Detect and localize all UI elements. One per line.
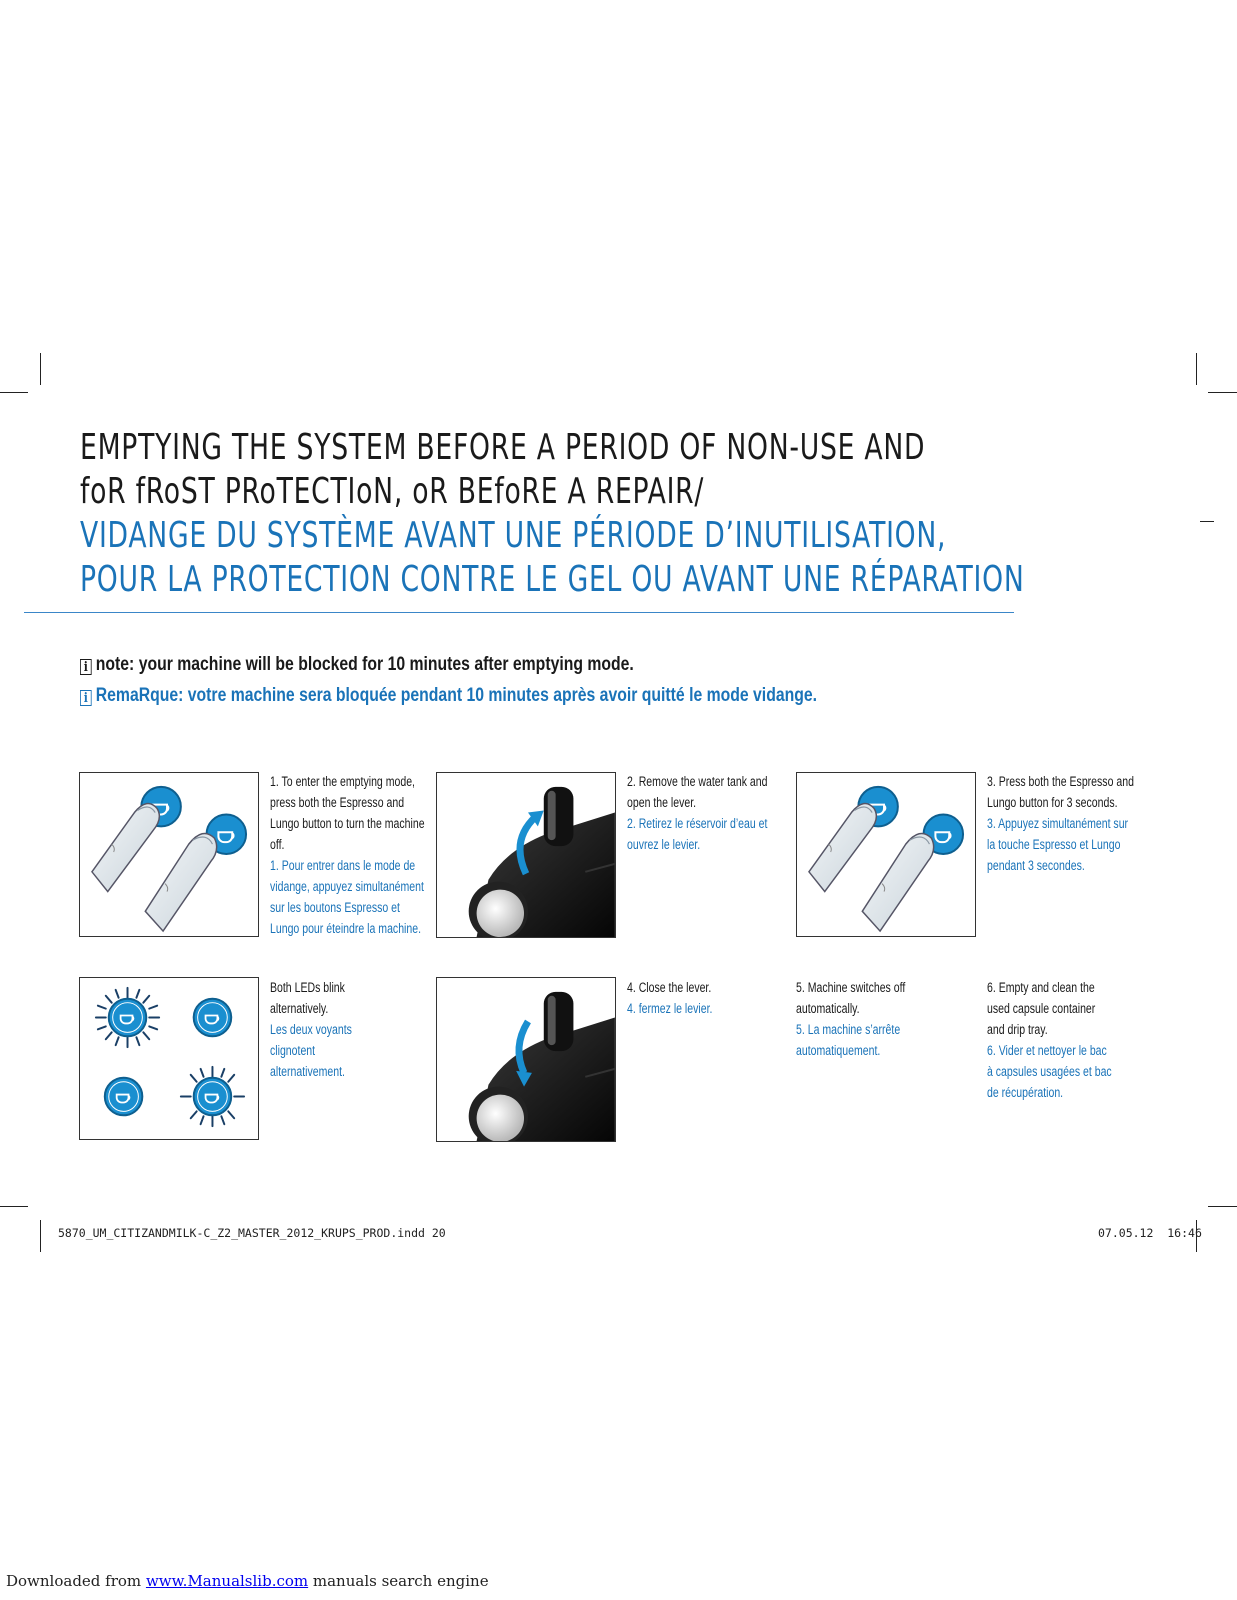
crop-mark <box>1196 353 1197 385</box>
note-text-en: : your machine will be blocked for 10 minutes after emptying mode. <box>129 654 634 675</box>
page-title-fr-line2: POUR LA PROTECTION CONTRE LE GEL OU AVANT UNE RÉPARATION <box>80 559 1025 600</box>
step-1-fr: 1. Pour entrer dans le mode de vidange, appuyez simultanément sur les boutons Espresso et Lungo pour éteindre la machine. <box>270 858 424 936</box>
footer-time: 16:46 <box>1167 1226 1202 1240</box>
footer-datetime <box>1098 1226 1202 1240</box>
info-icon: i <box>80 659 92 675</box>
step-2 <box>627 771 771 855</box>
step-leds <box>270 977 371 1082</box>
info-icon: i <box>80 690 92 706</box>
crop-mark <box>1208 392 1237 393</box>
figure-leds-blink <box>79 977 259 1140</box>
step-6-en: 6. Empty and clean the used capsule container and drip tray. <box>987 980 1096 1037</box>
crop-mark <box>1208 1206 1237 1207</box>
figure-open-lever <box>436 772 616 938</box>
machine-lever-icon <box>437 978 615 1141</box>
step-4 <box>627 977 744 1019</box>
step-4-en: 4. Close the lever. <box>627 980 712 995</box>
page-title-en-line2: foR fRoST PRoTECTIoN, oR BEfoRE A REPAIR/ <box>80 471 705 512</box>
figure-press-both-buttons <box>79 772 259 937</box>
step-3 <box>987 771 1135 876</box>
note-en <box>80 654 634 676</box>
crop-mark <box>0 1206 28 1207</box>
step-6-fr: 6. Vider et nettoyer le bac à capsules usagées et bac de récupération. <box>987 1043 1112 1100</box>
manualslib-link[interactable]: www.Manualslib.com <box>145 1572 309 1590</box>
step-leds-en: Both LEDs blink alternatively. <box>270 980 345 1016</box>
footer-date: 07.05.12 <box>1098 1226 1154 1240</box>
step-5-fr: 5. La machine s’arrête automatiquement. <box>796 1022 901 1058</box>
page-title-fr-line1: VIDANGE DU SYSTÈME AVANT UNE PÉRIODE D’INUTILISATION, <box>80 515 947 556</box>
download-suffix: manuals search engine <box>308 1572 489 1590</box>
step-3-en: 3. Press both the Espresso and Lungo button for 3 seconds. <box>987 774 1134 810</box>
footer-filename: 5870_UM_CITIZANDMILK-C_Z2_MASTER_2012_KRUPS_PROD.indd 20 <box>58 1226 446 1240</box>
crop-mark <box>0 392 28 393</box>
finger-press-icon <box>80 773 258 936</box>
page-title-en-line1: EMPTYING THE SYSTEM BEFORE A PERIOD OF NON-USE AND <box>80 427 926 468</box>
step-4-fr: 4. fermez le levier. <box>627 1001 713 1016</box>
step-2-en: 2. Remove the water tank and open the lever. <box>627 774 768 810</box>
note-label-fr: RemaRque <box>95 685 179 706</box>
finger-press-icon <box>797 773 975 936</box>
note-label-en: note <box>95 654 130 675</box>
note-text-fr: : votre machine sera bloquée pendant 10 minutes après avoir quitté le mode vidange. <box>178 685 818 706</box>
step-leds-fr: Les deux voyants clignotent alternativement. <box>270 1022 352 1079</box>
figure-press-3-seconds <box>796 772 976 937</box>
step-5-en: 5. Machine switches off automatically. <box>796 980 906 1016</box>
step-2-fr: 2. Retirez le réservoir d’eau et ouvrez le levier. <box>627 816 768 852</box>
download-prefix: Downloaded from <box>6 1572 142 1590</box>
crop-mark <box>1200 521 1214 522</box>
note-fr <box>80 685 817 707</box>
figure-close-lever <box>436 977 616 1142</box>
title-divider <box>24 612 1014 613</box>
download-notice <box>6 1572 489 1590</box>
blink-rays-icon <box>80 978 258 1139</box>
machine-lever-icon <box>437 773 615 937</box>
step-5 <box>796 977 921 1061</box>
step-3-fr: 3. Appuyez simultanément sur la touche Espresso et Lungo pendant 3 secondes. <box>987 816 1129 873</box>
crop-mark <box>40 1220 41 1252</box>
step-1 <box>270 771 430 939</box>
step-1-en: 1. To enter the emptying mode, press both the Espresso and Lungo button to turn the machine off. <box>270 774 425 852</box>
step-6 <box>987 977 1112 1103</box>
crop-mark <box>40 353 41 385</box>
